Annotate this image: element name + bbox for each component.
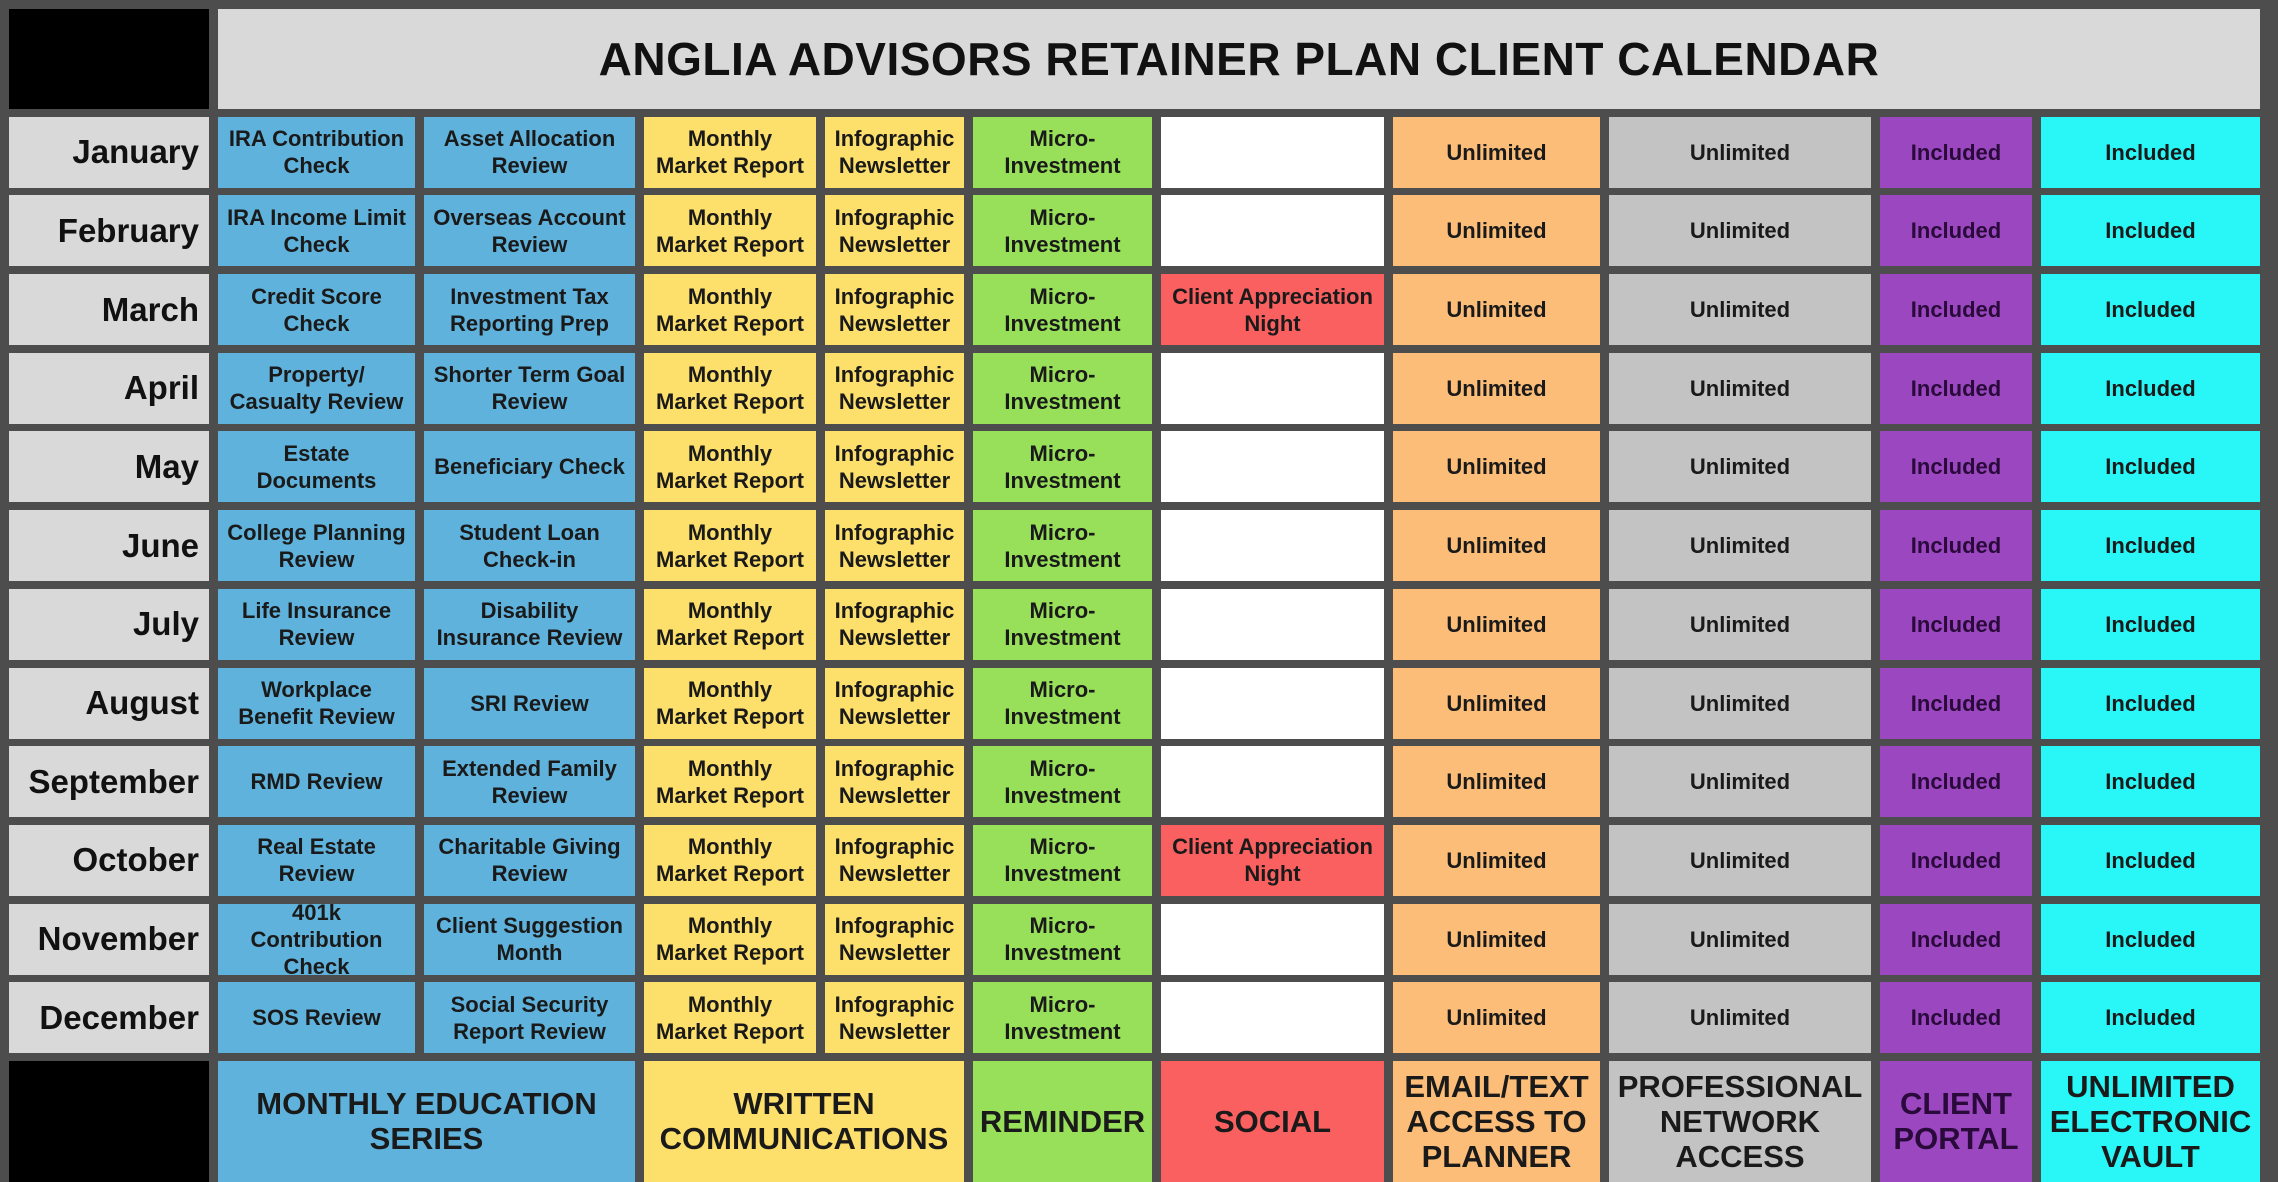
reminder-item: Micro-Investment: [973, 589, 1152, 660]
newsletter: Infographic Newsletter: [825, 668, 964, 739]
network-access: Unlimited: [1609, 431, 1871, 502]
market-report: Monthly Market Report: [644, 746, 816, 817]
network-access: Unlimited: [1609, 668, 1871, 739]
reminder-item: Micro-Investment: [973, 746, 1152, 817]
newsletter: Infographic Newsletter: [825, 982, 964, 1053]
electronic-vault: Included: [2041, 982, 2260, 1053]
newsletter: Infographic Newsletter: [825, 589, 964, 660]
education-topic-2: Shorter Term Goal Review: [424, 353, 635, 424]
client-portal: Included: [1880, 982, 2032, 1053]
education-topic-1: Estate Documents: [218, 431, 415, 502]
client-portal: Included: [1880, 589, 2032, 660]
footer-social: SOCIAL: [1161, 1061, 1384, 1182]
footer-electronic-vault: UNLIMITED ELECTRONIC VAULT: [2041, 1061, 2260, 1182]
education-topic-2: Extended Family Review: [424, 746, 635, 817]
social-event: [1161, 668, 1384, 739]
network-access: Unlimited: [1609, 353, 1871, 424]
email-access: Unlimited: [1393, 668, 1600, 739]
education-topic-1: RMD Review: [218, 746, 415, 817]
reminder-item: Micro-Investment: [973, 195, 1152, 266]
market-report: Monthly Market Report: [644, 668, 816, 739]
electronic-vault: Included: [2041, 510, 2260, 581]
network-access: Unlimited: [1609, 904, 1871, 975]
network-access: Unlimited: [1609, 117, 1871, 188]
month-label: October: [9, 825, 209, 896]
email-access: Unlimited: [1393, 904, 1600, 975]
electronic-vault: Included: [2041, 195, 2260, 266]
education-topic-1: Real Estate Review: [218, 825, 415, 896]
education-topic-2: Charitable Giving Review: [424, 825, 635, 896]
education-topic-2: Beneficiary Check: [424, 431, 635, 502]
network-access: Unlimited: [1609, 825, 1871, 896]
client-portal: Included: [1880, 904, 2032, 975]
reminder-item: Micro-Investment: [973, 510, 1152, 581]
reminder-item: Micro-Investment: [973, 825, 1152, 896]
reminder-item: Micro-Investment: [973, 904, 1152, 975]
electronic-vault: Included: [2041, 117, 2260, 188]
month-label: June: [9, 510, 209, 581]
education-topic-1: College Planning Review: [218, 510, 415, 581]
electronic-vault: Included: [2041, 431, 2260, 502]
month-label: March: [9, 274, 209, 345]
page-title: ANGLIA ADVISORS RETAINER PLAN CLIENT CALENDAR: [218, 9, 2260, 109]
market-report: Monthly Market Report: [644, 904, 816, 975]
client-portal: Included: [1880, 668, 2032, 739]
network-access: Unlimited: [1609, 510, 1871, 581]
client-portal: Included: [1880, 746, 2032, 817]
newsletter: Infographic Newsletter: [825, 431, 964, 502]
reminder-item: Micro-Investment: [973, 431, 1152, 502]
footer-written-communications: WRITTEN COMMUNICATIONS: [644, 1061, 964, 1182]
market-report: Monthly Market Report: [644, 510, 816, 581]
electronic-vault: Included: [2041, 274, 2260, 345]
email-access: Unlimited: [1393, 825, 1600, 896]
education-topic-1: Life Insurance Review: [218, 589, 415, 660]
email-access: Unlimited: [1393, 431, 1600, 502]
client-portal: Included: [1880, 195, 2032, 266]
footer-professional-network: PROFESSIONAL NETWORK ACCESS: [1609, 1061, 1871, 1182]
client-portal: Included: [1880, 825, 2032, 896]
network-access: Unlimited: [1609, 982, 1871, 1053]
market-report: Monthly Market Report: [644, 117, 816, 188]
education-topic-2: Asset Allocation Review: [424, 117, 635, 188]
month-label: April: [9, 353, 209, 424]
education-topic-2: Disability Insurance Review: [424, 589, 635, 660]
education-topic-2: Investment Tax Reporting Prep: [424, 274, 635, 345]
client-portal: Included: [1880, 353, 2032, 424]
electronic-vault: Included: [2041, 825, 2260, 896]
footer-email-text-access: EMAIL/TEXT ACCESS TO PLANNER: [1393, 1061, 1600, 1182]
email-access: Unlimited: [1393, 117, 1600, 188]
footer-education-series: MONTHLY EDUCATION SERIES: [218, 1061, 635, 1182]
education-topic-2: SRI Review: [424, 668, 635, 739]
electronic-vault: Included: [2041, 904, 2260, 975]
education-topic-1: IRA Income Limit Check: [218, 195, 415, 266]
month-label: February: [9, 195, 209, 266]
reminder-item: Micro-Investment: [973, 668, 1152, 739]
newsletter: Infographic Newsletter: [825, 195, 964, 266]
network-access: Unlimited: [1609, 746, 1871, 817]
footer-client-portal: CLIENT PORTAL: [1880, 1061, 2032, 1182]
market-report: Monthly Market Report: [644, 589, 816, 660]
client-portal: Included: [1880, 510, 2032, 581]
network-access: Unlimited: [1609, 589, 1871, 660]
social-event: [1161, 904, 1384, 975]
newsletter: Infographic Newsletter: [825, 904, 964, 975]
email-access: Unlimited: [1393, 195, 1600, 266]
market-report: Monthly Market Report: [644, 195, 816, 266]
month-label: July: [9, 589, 209, 660]
newsletter: Infographic Newsletter: [825, 825, 964, 896]
education-topic-1: SOS Review: [218, 982, 415, 1053]
corner-block-top: [9, 9, 209, 109]
education-topic-2: Student Loan Check-in: [424, 510, 635, 581]
social-event: [1161, 510, 1384, 581]
newsletter: Infographic Newsletter: [825, 274, 964, 345]
social-event: [1161, 982, 1384, 1053]
client-portal: Included: [1880, 431, 2032, 502]
social-event: [1161, 589, 1384, 660]
education-topic-1: IRA Contribution Check: [218, 117, 415, 188]
reminder-item: Micro-Investment: [973, 117, 1152, 188]
social-event: [1161, 117, 1384, 188]
market-report: Monthly Market Report: [644, 825, 816, 896]
electronic-vault: Included: [2041, 353, 2260, 424]
market-report: Monthly Market Report: [644, 431, 816, 502]
education-topic-1: Workplace Benefit Review: [218, 668, 415, 739]
month-label: September: [9, 746, 209, 817]
email-access: Unlimited: [1393, 982, 1600, 1053]
education-topic-2: Overseas Account Review: [424, 195, 635, 266]
network-access: Unlimited: [1609, 274, 1871, 345]
email-access: Unlimited: [1393, 510, 1600, 581]
email-access: Unlimited: [1393, 589, 1600, 660]
month-label: November: [9, 904, 209, 975]
newsletter: Infographic Newsletter: [825, 746, 964, 817]
electronic-vault: Included: [2041, 589, 2260, 660]
electronic-vault: Included: [2041, 746, 2260, 817]
reminder-item: Micro-Investment: [973, 353, 1152, 424]
social-event: Client Appreciation Night: [1161, 825, 1384, 896]
email-access: Unlimited: [1393, 274, 1600, 345]
social-event: [1161, 195, 1384, 266]
month-label: January: [9, 117, 209, 188]
education-topic-1: Property/ Casualty Review: [218, 353, 415, 424]
month-label: August: [9, 668, 209, 739]
market-report: Monthly Market Report: [644, 353, 816, 424]
newsletter: Infographic Newsletter: [825, 353, 964, 424]
email-access: Unlimited: [1393, 353, 1600, 424]
month-label: May: [9, 431, 209, 502]
market-report: Monthly Market Report: [644, 982, 816, 1053]
client-portal: Included: [1880, 117, 2032, 188]
email-access: Unlimited: [1393, 746, 1600, 817]
month-label: December: [9, 982, 209, 1053]
social-event: [1161, 353, 1384, 424]
reminder-item: Micro-Investment: [973, 274, 1152, 345]
network-access: Unlimited: [1609, 195, 1871, 266]
education-topic-2: Social Security Report Review: [424, 982, 635, 1053]
education-topic-1: Credit Score Check: [218, 274, 415, 345]
reminder-item: Micro-Investment: [973, 982, 1152, 1053]
market-report: Monthly Market Report: [644, 274, 816, 345]
social-event: Client Appreciation Night: [1161, 274, 1384, 345]
corner-block-bottom: [9, 1061, 209, 1182]
client-portal: Included: [1880, 274, 2032, 345]
education-topic-2: Client Suggestion Month: [424, 904, 635, 975]
electronic-vault: Included: [2041, 668, 2260, 739]
education-topic-1: 401k Contribution Check: [218, 904, 415, 975]
newsletter: Infographic Newsletter: [825, 117, 964, 188]
newsletter: Infographic Newsletter: [825, 510, 964, 581]
social-event: [1161, 746, 1384, 817]
social-event: [1161, 431, 1384, 502]
footer-reminder: REMINDER: [973, 1061, 1152, 1182]
